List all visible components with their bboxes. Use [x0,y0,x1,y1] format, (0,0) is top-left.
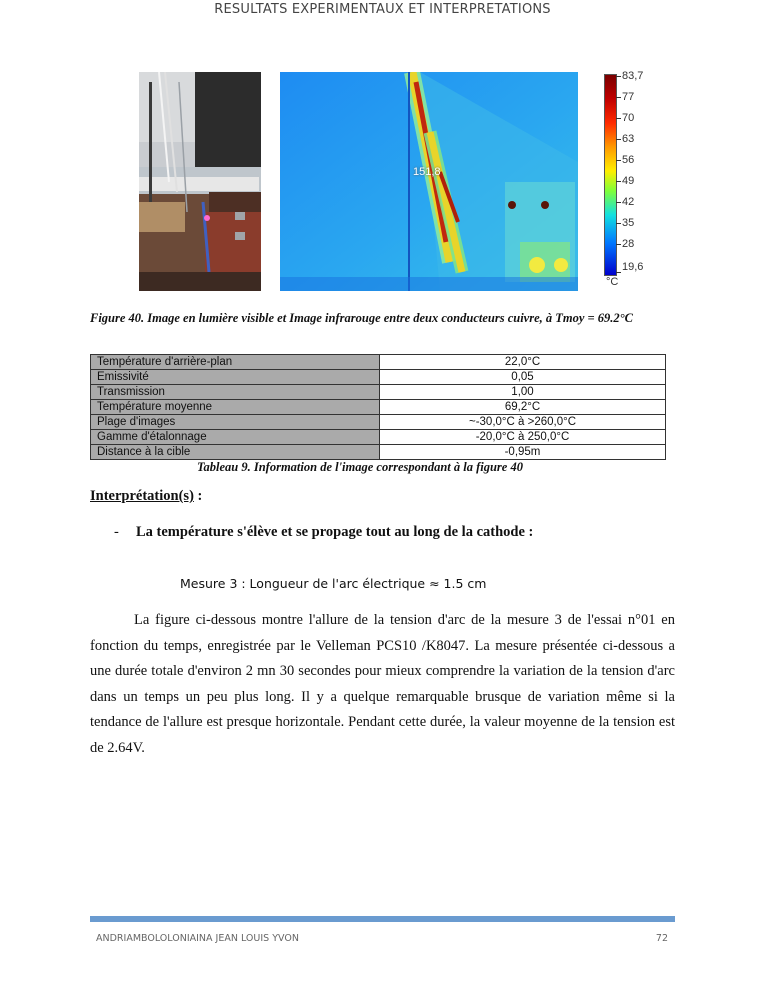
scale-tick-label: 35 [622,217,635,229]
bullet-dash: - [114,524,119,540]
measurement-line: Mesure 3 : Longueur de l'arc électrique ≈ 1.5 cm [180,576,487,591]
table-cell-label: Distance à la cible [91,445,380,460]
scale-tick-label: 77 [622,91,635,103]
table-cell-label: Température moyenne [91,400,380,415]
scale-tick-label: 28 [622,238,635,250]
table-row [91,445,666,460]
scale-tick-label: 49 [622,175,635,187]
table-row [91,385,666,400]
table-cell-value: 22,0°C [380,355,666,370]
temperature-color-bar [604,74,617,276]
scale-tick-label: 56 [622,154,635,166]
scale-tick-label: 70 [622,112,635,124]
table-row [91,415,666,430]
scale-unit: °C [606,276,619,288]
table-cell-value: 0,05 [380,370,666,385]
figure-caption: Figure 40. Image en lumière visible et Image infrarouge entre deux conducteurs cuivre, à Tmoy = 69.2°C [90,311,634,325]
table-cell-value: -0,95m [380,445,666,460]
scale-tick-label: 19,6 [622,261,644,273]
visible-light-photo [139,72,261,291]
interpretation-heading-text: Interprétation(s) [90,488,194,504]
table-cell-label: Gamme d'étalonnage [91,430,380,445]
table-row [91,370,666,385]
interpretation-heading [90,488,202,505]
table-caption: Tableau 9. Information de l'image correspondant à la figure 40 [197,460,523,474]
bullet-text: La température s'élève et se propage tout au long de la cathode : [136,524,534,540]
table-cell-label: Plage d'images [91,415,380,430]
scale-tick-label: 63 [622,133,635,145]
table-cell-label: Température d'arrière-plan [91,355,380,370]
temperature-scale [604,72,644,292]
body-paragraph-text: La figure ci-dessous montre l'allure de la tension d'arc de la mesure 3 de l'essai n°01 en fonction du temps, enregistrée par le Velleman PCS10 /K8047. La mesure présentée ci-dessous a une durée totale d'environ 2 mn 30 secondes pour mieux comprendre la variation de la tension d'arc dans un temps un peu plus long. Il y a quelque remarquable brusque de variation même si la tendance de l'allure est presque horizontale. Pendant cette durée, la valeur moyenne de la tension est de 2.64V. [90,612,675,756]
table-cell-label: Transmission [91,385,380,400]
table-row [91,430,666,445]
footer-author: ANDRIAMBOLOLONIAINA JEAN LOUIS YVON [96,933,299,944]
ir-temperature-spot-label: 151,8 [413,166,441,178]
table-cell-value: 1,00 [380,385,666,400]
body-paragraph [90,608,675,762]
footer-divider [90,916,675,922]
scale-tick-label: 42 [622,196,635,208]
table-cell-label: Emissivité [91,370,380,385]
table-cell-value: 69,2°C [380,400,666,415]
table-row [91,400,666,415]
bullet-point [114,524,533,541]
table-cell-value: -20,0°C à 250,0°C [380,430,666,445]
page-header: RESULTATS EXPERIMENTAUX ET INTERPRETATIONS [214,2,551,17]
page-number: 72 [655,933,668,944]
table-cell-value: ~-30,0°C à >260,0°C [380,415,666,430]
interpretation-heading-colon: : [193,488,203,504]
scale-tick-label: 83,7 [622,70,644,82]
infrared-image [280,72,578,291]
image-info-table [90,354,666,460]
table-row [91,355,666,370]
